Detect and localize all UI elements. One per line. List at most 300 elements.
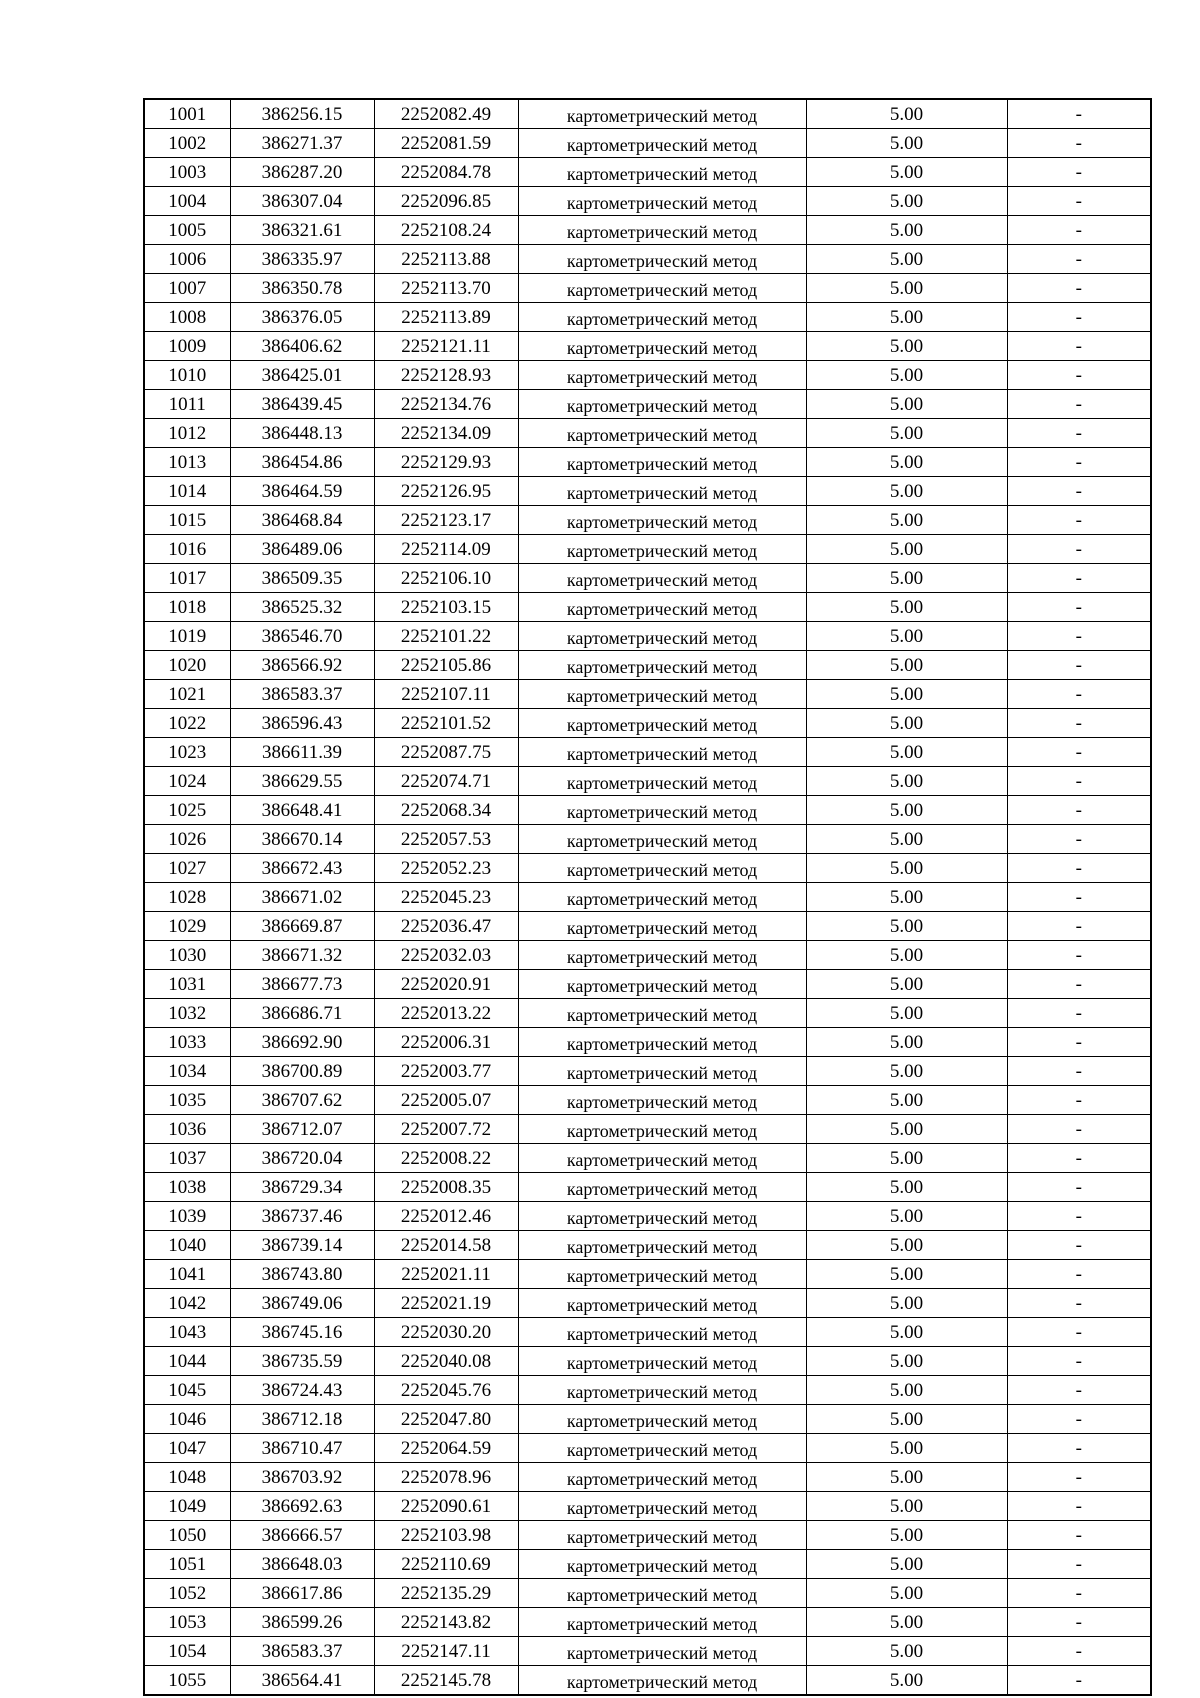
table-row [144, 564, 1151, 593]
cell-note: - [1007, 622, 1151, 651]
cell-note: - [1007, 825, 1151, 854]
cell-accuracy: 5.00 [806, 593, 1007, 622]
cell-method: картометрический метод [518, 1260, 806, 1289]
cell-note: - [1007, 1666, 1151, 1696]
cell-accuracy: 5.00 [806, 390, 1007, 419]
cell-accuracy: 5.00 [806, 1173, 1007, 1202]
cell-coord-y: 2252103.98 [374, 1521, 518, 1550]
cell-accuracy: 5.00 [806, 187, 1007, 216]
table-row [144, 1579, 1151, 1608]
cell-note: - [1007, 970, 1151, 999]
cell-point-number: 1049 [144, 1492, 230, 1521]
cell-coord-x: 386425.01 [230, 361, 374, 390]
cell-point-number: 1033 [144, 1028, 230, 1057]
cell-note: - [1007, 361, 1151, 390]
cell-method: картометрический метод [518, 883, 806, 912]
cell-accuracy: 5.00 [806, 1608, 1007, 1637]
table-row [144, 361, 1151, 390]
cell-coord-x: 386307.04 [230, 187, 374, 216]
cell-method: картометрический метод [518, 1579, 806, 1608]
cell-accuracy: 5.00 [806, 361, 1007, 390]
cell-accuracy: 5.00 [806, 709, 1007, 738]
coordinates-table-body [144, 99, 1151, 1695]
cell-coord-x: 386710.47 [230, 1434, 374, 1463]
cell-point-number: 1020 [144, 651, 230, 680]
table-row [144, 1260, 1151, 1289]
cell-point-number: 1005 [144, 216, 230, 245]
cell-coord-x: 386707.62 [230, 1086, 374, 1115]
cell-note: - [1007, 1231, 1151, 1260]
cell-point-number: 1030 [144, 941, 230, 970]
cell-coord-y: 2252113.70 [374, 274, 518, 303]
cell-method: картометрический метод [518, 332, 806, 361]
cell-coord-x: 386583.37 [230, 1637, 374, 1666]
cell-method: картометрический метод [518, 187, 806, 216]
cell-coord-y: 2252081.59 [374, 129, 518, 158]
table-row [144, 593, 1151, 622]
cell-accuracy: 5.00 [806, 767, 1007, 796]
cell-method: картометрический метод [518, 390, 806, 419]
cell-note: - [1007, 506, 1151, 535]
cell-coord-y: 2252107.11 [374, 680, 518, 709]
cell-coord-x: 386509.35 [230, 564, 374, 593]
cell-coord-y: 2252032.03 [374, 941, 518, 970]
cell-coord-x: 386256.15 [230, 99, 374, 129]
cell-point-number: 1007 [144, 274, 230, 303]
cell-coord-y: 2252012.46 [374, 1202, 518, 1231]
cell-note: - [1007, 1376, 1151, 1405]
cell-coord-y: 2252082.49 [374, 99, 518, 129]
table-row [144, 1347, 1151, 1376]
cell-coord-y: 2252096.85 [374, 187, 518, 216]
cell-note: - [1007, 303, 1151, 332]
cell-coord-x: 386743.80 [230, 1260, 374, 1289]
cell-point-number: 1046 [144, 1405, 230, 1434]
cell-accuracy: 5.00 [806, 245, 1007, 274]
cell-method: картометрический метод [518, 129, 806, 158]
cell-note: - [1007, 1492, 1151, 1521]
cell-point-number: 1008 [144, 303, 230, 332]
cell-note: - [1007, 535, 1151, 564]
table-row [144, 1521, 1151, 1550]
cell-coord-x: 386648.03 [230, 1550, 374, 1579]
cell-note: - [1007, 1144, 1151, 1173]
cell-accuracy: 5.00 [806, 1057, 1007, 1086]
cell-note: - [1007, 941, 1151, 970]
cell-method: картометрический метод [518, 593, 806, 622]
cell-point-number: 1025 [144, 796, 230, 825]
table-row [144, 506, 1151, 535]
cell-accuracy: 5.00 [806, 825, 1007, 854]
cell-point-number: 1036 [144, 1115, 230, 1144]
cell-note: - [1007, 1202, 1151, 1231]
cell-coord-x: 386700.89 [230, 1057, 374, 1086]
cell-method: картометрический метод [518, 1637, 806, 1666]
cell-coord-x: 386599.26 [230, 1608, 374, 1637]
cell-note: - [1007, 1579, 1151, 1608]
table-row [144, 1434, 1151, 1463]
cell-coord-x: 386287.20 [230, 158, 374, 187]
cell-point-number: 1004 [144, 187, 230, 216]
cell-coord-x: 386617.86 [230, 1579, 374, 1608]
cell-method: картометрический метод [518, 738, 806, 767]
cell-method: картометрический метод [518, 651, 806, 680]
cell-method: картометрический метод [518, 448, 806, 477]
table-row [144, 303, 1151, 332]
coordinates-table [143, 98, 1152, 1696]
table-row [144, 680, 1151, 709]
cell-method: картометрический метод [518, 1463, 806, 1492]
cell-point-number: 1028 [144, 883, 230, 912]
cell-coord-x: 386712.07 [230, 1115, 374, 1144]
cell-coord-y: 2252045.23 [374, 883, 518, 912]
cell-coord-y: 2252087.75 [374, 738, 518, 767]
table-row [144, 448, 1151, 477]
table-row [144, 1115, 1151, 1144]
cell-coord-x: 386666.57 [230, 1521, 374, 1550]
table-row [144, 999, 1151, 1028]
cell-method: картометрический метод [518, 1173, 806, 1202]
cell-coord-x: 386671.02 [230, 883, 374, 912]
cell-accuracy: 5.00 [806, 970, 1007, 999]
cell-coord-y: 2252134.76 [374, 390, 518, 419]
cell-method: картометрический метод [518, 1521, 806, 1550]
table-row [144, 1202, 1151, 1231]
table-row [144, 1289, 1151, 1318]
cell-point-number: 1048 [144, 1463, 230, 1492]
cell-method: картометрический метод [518, 1492, 806, 1521]
cell-accuracy: 5.00 [806, 1028, 1007, 1057]
table-row [144, 622, 1151, 651]
cell-point-number: 1012 [144, 419, 230, 448]
cell-coord-x: 386271.37 [230, 129, 374, 158]
cell-note: - [1007, 1260, 1151, 1289]
cell-accuracy: 5.00 [806, 854, 1007, 883]
cell-accuracy: 5.00 [806, 332, 1007, 361]
cell-coord-x: 386671.32 [230, 941, 374, 970]
cell-coord-y: 2252078.96 [374, 1463, 518, 1492]
cell-coord-y: 2252040.08 [374, 1347, 518, 1376]
cell-point-number: 1024 [144, 767, 230, 796]
cell-point-number: 1055 [144, 1666, 230, 1696]
table-row [144, 99, 1151, 129]
cell-coord-x: 386546.70 [230, 622, 374, 651]
cell-coord-y: 2252113.88 [374, 245, 518, 274]
cell-coord-y: 2252129.93 [374, 448, 518, 477]
table-row [144, 477, 1151, 506]
cell-coord-x: 386489.06 [230, 535, 374, 564]
cell-coord-y: 2252005.07 [374, 1086, 518, 1115]
cell-coord-y: 2252047.80 [374, 1405, 518, 1434]
cell-point-number: 1041 [144, 1260, 230, 1289]
cell-method: картометрический метод [518, 1057, 806, 1086]
cell-note: - [1007, 593, 1151, 622]
cell-note: - [1007, 1057, 1151, 1086]
cell-method: картометрический метод [518, 796, 806, 825]
cell-method: картометрический метод [518, 506, 806, 535]
cell-note: - [1007, 448, 1151, 477]
table-row [144, 941, 1151, 970]
cell-coord-y: 2252134.09 [374, 419, 518, 448]
cell-accuracy: 5.00 [806, 796, 1007, 825]
cell-accuracy: 5.00 [806, 129, 1007, 158]
cell-note: - [1007, 245, 1151, 274]
cell-method: картометрический метод [518, 1202, 806, 1231]
cell-note: - [1007, 1550, 1151, 1579]
table-row [144, 245, 1151, 274]
cell-coord-x: 386564.41 [230, 1666, 374, 1696]
cell-note: - [1007, 99, 1151, 129]
cell-point-number: 1042 [144, 1289, 230, 1318]
cell-note: - [1007, 216, 1151, 245]
cell-point-number: 1045 [144, 1376, 230, 1405]
cell-accuracy: 5.00 [806, 999, 1007, 1028]
cell-method: картометрический метод [518, 970, 806, 999]
table-row [144, 390, 1151, 419]
cell-note: - [1007, 1463, 1151, 1492]
cell-accuracy: 5.00 [806, 216, 1007, 245]
table-row [144, 129, 1151, 158]
cell-point-number: 1039 [144, 1202, 230, 1231]
cell-coord-x: 386350.78 [230, 274, 374, 303]
cell-point-number: 1023 [144, 738, 230, 767]
cell-note: - [1007, 854, 1151, 883]
cell-accuracy: 5.00 [806, 506, 1007, 535]
cell-coord-y: 2252045.76 [374, 1376, 518, 1405]
table-row [144, 158, 1151, 187]
table-row [144, 332, 1151, 361]
cell-coord-x: 386739.14 [230, 1231, 374, 1260]
cell-coord-y: 2252020.91 [374, 970, 518, 999]
cell-point-number: 1015 [144, 506, 230, 535]
cell-accuracy: 5.00 [806, 912, 1007, 941]
cell-note: - [1007, 1318, 1151, 1347]
cell-coord-x: 386596.43 [230, 709, 374, 738]
table-row [144, 854, 1151, 883]
cell-accuracy: 5.00 [806, 738, 1007, 767]
cell-accuracy: 5.00 [806, 1666, 1007, 1696]
cell-coord-x: 386566.92 [230, 651, 374, 680]
cell-note: - [1007, 187, 1151, 216]
table-row [144, 1318, 1151, 1347]
cell-accuracy: 5.00 [806, 1202, 1007, 1231]
cell-coord-x: 386729.34 [230, 1173, 374, 1202]
table-row [144, 1608, 1151, 1637]
cell-coord-x: 386335.97 [230, 245, 374, 274]
table-row [144, 1028, 1151, 1057]
cell-coord-y: 2252030.20 [374, 1318, 518, 1347]
cell-coord-y: 2252007.72 [374, 1115, 518, 1144]
table-row [144, 419, 1151, 448]
cell-method: картометрический метод [518, 1376, 806, 1405]
cell-coord-x: 386737.46 [230, 1202, 374, 1231]
table-row [144, 187, 1151, 216]
cell-coord-y: 2252123.17 [374, 506, 518, 535]
cell-note: - [1007, 767, 1151, 796]
table-row [144, 1550, 1151, 1579]
cell-point-number: 1003 [144, 158, 230, 187]
cell-accuracy: 5.00 [806, 1318, 1007, 1347]
cell-note: - [1007, 274, 1151, 303]
cell-note: - [1007, 1086, 1151, 1115]
table-row [144, 1144, 1151, 1173]
table-row [144, 1492, 1151, 1521]
cell-coord-y: 2252108.24 [374, 216, 518, 245]
cell-note: - [1007, 1115, 1151, 1144]
cell-note: - [1007, 1289, 1151, 1318]
cell-accuracy: 5.00 [806, 158, 1007, 187]
cell-coord-x: 386376.05 [230, 303, 374, 332]
cell-point-number: 1037 [144, 1144, 230, 1173]
cell-method: картометрический метод [518, 1086, 806, 1115]
cell-accuracy: 5.00 [806, 448, 1007, 477]
cell-coord-x: 386749.06 [230, 1289, 374, 1318]
cell-note: - [1007, 129, 1151, 158]
cell-note: - [1007, 1405, 1151, 1434]
table-row [144, 1637, 1151, 1666]
cell-note: - [1007, 477, 1151, 506]
cell-method: картометрический метод [518, 1231, 806, 1260]
cell-point-number: 1001 [144, 99, 230, 129]
cell-accuracy: 5.00 [806, 883, 1007, 912]
cell-method: картометрический метод [518, 912, 806, 941]
cell-point-number: 1019 [144, 622, 230, 651]
cell-coord-x: 386712.18 [230, 1405, 374, 1434]
cell-note: - [1007, 680, 1151, 709]
cell-coord-y: 2252068.34 [374, 796, 518, 825]
cell-accuracy: 5.00 [806, 622, 1007, 651]
cell-coord-y: 2252114.09 [374, 535, 518, 564]
cell-accuracy: 5.00 [806, 941, 1007, 970]
cell-point-number: 1013 [144, 448, 230, 477]
cell-method: картометрический метод [518, 854, 806, 883]
cell-accuracy: 5.00 [806, 1637, 1007, 1666]
cell-accuracy: 5.00 [806, 564, 1007, 593]
cell-coord-y: 2252106.10 [374, 564, 518, 593]
cell-coord-x: 386611.39 [230, 738, 374, 767]
cell-accuracy: 5.00 [806, 274, 1007, 303]
cell-coord-x: 386703.92 [230, 1463, 374, 1492]
cell-method: картометрический метод [518, 303, 806, 332]
cell-coord-x: 386735.59 [230, 1347, 374, 1376]
cell-accuracy: 5.00 [806, 1086, 1007, 1115]
cell-coord-y: 2252126.95 [374, 477, 518, 506]
cell-method: картометрический метод [518, 361, 806, 390]
cell-accuracy: 5.00 [806, 1231, 1007, 1260]
cell-coord-x: 386669.87 [230, 912, 374, 941]
cell-accuracy: 5.00 [806, 1434, 1007, 1463]
cell-point-number: 1017 [144, 564, 230, 593]
cell-point-number: 1009 [144, 332, 230, 361]
cell-coord-x: 386677.73 [230, 970, 374, 999]
cell-point-number: 1038 [144, 1173, 230, 1202]
cell-method: картометрический метод [518, 709, 806, 738]
cell-method: картометрический метод [518, 680, 806, 709]
table-row [144, 883, 1151, 912]
cell-coord-y: 2252147.11 [374, 1637, 518, 1666]
cell-point-number: 1040 [144, 1231, 230, 1260]
cell-point-number: 1014 [144, 477, 230, 506]
cell-accuracy: 5.00 [806, 1492, 1007, 1521]
cell-note: - [1007, 1637, 1151, 1666]
cell-coord-x: 386525.32 [230, 593, 374, 622]
table-row [144, 767, 1151, 796]
cell-method: картометрический метод [518, 941, 806, 970]
cell-note: - [1007, 651, 1151, 680]
table-row [144, 825, 1151, 854]
cell-note: - [1007, 332, 1151, 361]
cell-method: картометрический метод [518, 158, 806, 187]
cell-method: картометрический метод [518, 216, 806, 245]
cell-coord-y: 2252128.93 [374, 361, 518, 390]
cell-coord-x: 386686.71 [230, 999, 374, 1028]
cell-coord-x: 386672.43 [230, 854, 374, 883]
cell-coord-y: 2252101.22 [374, 622, 518, 651]
table-row [144, 1086, 1151, 1115]
cell-coord-x: 386720.04 [230, 1144, 374, 1173]
cell-coord-y: 2252121.11 [374, 332, 518, 361]
cell-accuracy: 5.00 [806, 1115, 1007, 1144]
cell-coord-y: 2252145.78 [374, 1666, 518, 1696]
cell-coord-y: 2252084.78 [374, 158, 518, 187]
cell-note: - [1007, 158, 1151, 187]
cell-method: картометрический метод [518, 999, 806, 1028]
cell-point-number: 1052 [144, 1579, 230, 1608]
cell-note: - [1007, 419, 1151, 448]
cell-coord-x: 386439.45 [230, 390, 374, 419]
cell-point-number: 1032 [144, 999, 230, 1028]
cell-point-number: 1026 [144, 825, 230, 854]
cell-coord-y: 2252003.77 [374, 1057, 518, 1086]
cell-coord-y: 2252103.15 [374, 593, 518, 622]
cell-point-number: 1002 [144, 129, 230, 158]
cell-method: картометрический метод [518, 274, 806, 303]
cell-point-number: 1027 [144, 854, 230, 883]
cell-accuracy: 5.00 [806, 419, 1007, 448]
cell-point-number: 1029 [144, 912, 230, 941]
cell-point-number: 1018 [144, 593, 230, 622]
cell-coord-x: 386583.37 [230, 680, 374, 709]
cell-coord-y: 2252143.82 [374, 1608, 518, 1637]
cell-note: - [1007, 1521, 1151, 1550]
table-row [144, 1173, 1151, 1202]
cell-point-number: 1035 [144, 1086, 230, 1115]
cell-point-number: 1047 [144, 1434, 230, 1463]
cell-method: картометрический метод [518, 1289, 806, 1318]
cell-coord-x: 386464.59 [230, 477, 374, 506]
table-row [144, 1376, 1151, 1405]
cell-note: - [1007, 796, 1151, 825]
cell-point-number: 1043 [144, 1318, 230, 1347]
cell-method: картометрический метод [518, 99, 806, 129]
cell-coord-x: 386648.41 [230, 796, 374, 825]
cell-accuracy: 5.00 [806, 1521, 1007, 1550]
cell-method: картометрический метод [518, 622, 806, 651]
cell-coord-y: 2252090.61 [374, 1492, 518, 1521]
table-row [144, 796, 1151, 825]
cell-coord-y: 2252014.58 [374, 1231, 518, 1260]
cell-point-number: 1051 [144, 1550, 230, 1579]
cell-method: картометрический метод [518, 1405, 806, 1434]
cell-method: картометрический метод [518, 1550, 806, 1579]
cell-coord-y: 2252110.69 [374, 1550, 518, 1579]
table-row [144, 970, 1151, 999]
cell-accuracy: 5.00 [806, 1405, 1007, 1434]
table-row [144, 1666, 1151, 1696]
cell-point-number: 1031 [144, 970, 230, 999]
table-row [144, 274, 1151, 303]
cell-coord-y: 2252008.22 [374, 1144, 518, 1173]
